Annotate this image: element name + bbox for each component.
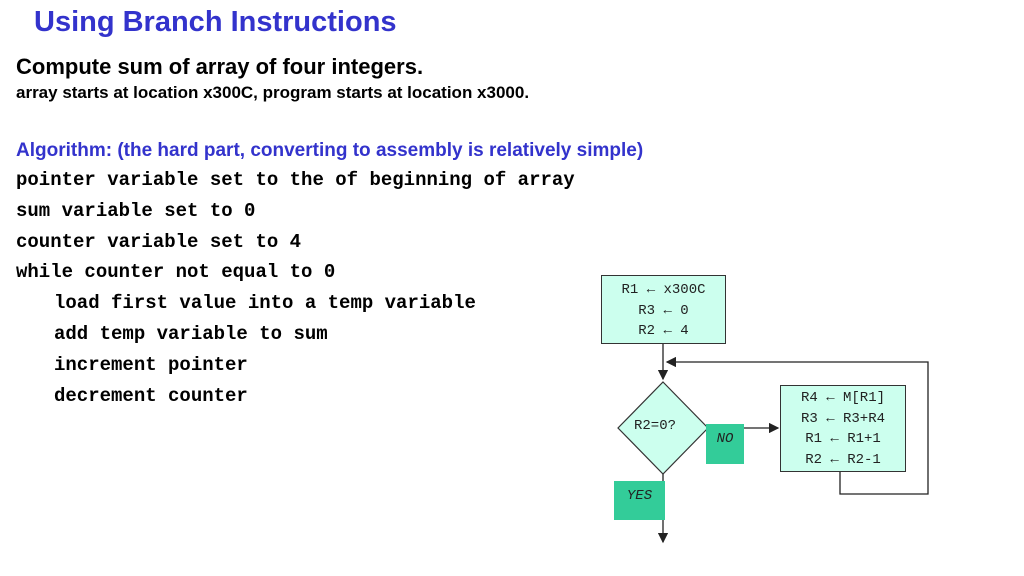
code-line: load first value into a temp variable <box>54 292 476 315</box>
yes-label: YES <box>614 481 665 520</box>
box-line: R4 ← M[R1] <box>800 390 885 406</box>
code-line: add temp variable to sum <box>54 322 328 345</box>
box-line: R3 ← R3+R4 <box>800 410 885 427</box>
code-line: decrement counter <box>54 384 248 407</box>
loop-body-box <box>780 385 906 472</box>
code-line: while counter not equal to 0 <box>16 261 336 284</box>
box-line: R1 ← x300C <box>621 282 706 298</box>
slide-subtitle: Compute sum of array of four integers. <box>16 54 424 79</box>
decision-label: R2=0? <box>634 418 677 434</box>
algorithm-heading: Algorithm: (the hard part, converting to assembly is relatively simple) <box>16 140 644 161</box>
code-line: sum variable set to 0 <box>16 199 256 222</box>
code-line: counter variable set to 4 <box>16 230 302 253</box>
code-line: pointer variable set to the of beginning of array <box>16 169 575 191</box>
code-line: increment pointer <box>54 353 248 376</box>
slide-title: Using Branch Instructions <box>34 6 397 38</box>
box-line: R2 ← R2-1 <box>805 451 881 468</box>
box-line: R1 ← R1+1 <box>805 431 881 447</box>
init-registers-box <box>601 275 726 344</box>
box-line: R3 ← 0 <box>638 302 689 319</box>
slide-subnote: array starts at location x300C, program starts at location x3000. <box>16 83 530 102</box>
box-line: R2 ← 4 <box>638 323 689 339</box>
no-label: NO <box>706 424 744 464</box>
